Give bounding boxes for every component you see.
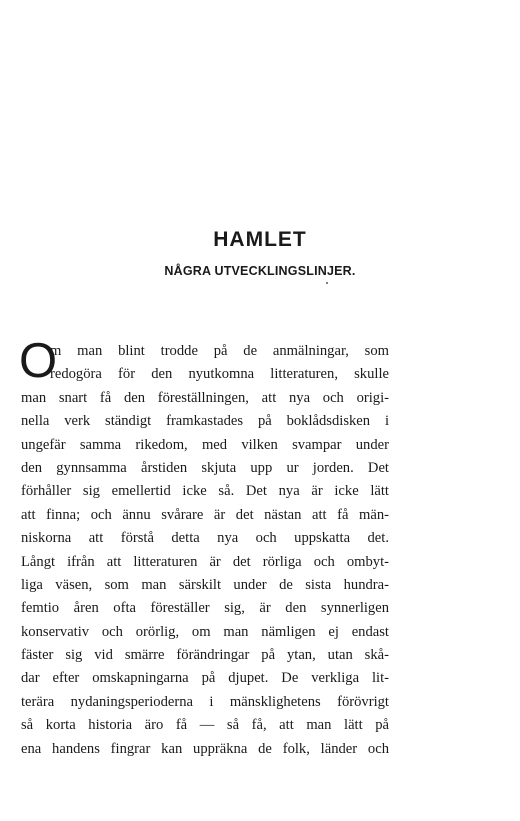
text-line: redogöra för den nyutkomna litteraturen, skulle xyxy=(50,366,389,383)
text-line: konservativ och orörlig, om man nämligen ej endast xyxy=(21,623,389,640)
text-line: femtio åren ofta föreställer sig, är den synnerligen xyxy=(21,600,389,617)
text-line: Långt ifrån att litteraturen är det rörliga och ombyt- xyxy=(21,553,389,570)
text-line: förhåller sig emellertid icke så. Det nya är icke lätt xyxy=(21,483,389,500)
text-line: att finna; och ännu svårare är det nästan att få män- xyxy=(21,506,389,523)
text-line: ungefär samma rikedom, med vilken svampar under xyxy=(21,436,389,453)
text-line: fäster sig vid smärre förändringar på ytan, utan skå- xyxy=(21,647,389,664)
body-paragraph xyxy=(19,334,389,761)
text-line: ena handens fingrar kan uppräkna de folk, länder och xyxy=(21,740,389,757)
text-line: m man blint trodde på de anmälningar, som xyxy=(50,343,389,359)
print-speck xyxy=(326,282,328,284)
text-line: niskorna att förstå detta nya och uppskatta det. xyxy=(21,530,389,547)
text-line: terära nydaningsperioderna i mänsklighetens förövrigt xyxy=(21,693,389,710)
page-subtitle: NÅGRA UTVECKLINGSLINJER. xyxy=(164,264,356,278)
text-line: den gynnsamma årstiden skjuta upp ur jorden. Det xyxy=(21,459,389,476)
page-title: HAMLET xyxy=(213,228,307,251)
text-line: dar efter omskapningarna på djupet. De verkliga lit- xyxy=(21,670,389,687)
text-line: man snart få den föreställningen, att nya och origi- xyxy=(21,389,389,406)
drop-cap: O xyxy=(19,334,58,388)
text-line: liga väsen, som man särskilt under de sista hundra- xyxy=(21,576,389,593)
text-line: nella verk ständigt framkastades på boklådsdisken i xyxy=(21,413,389,430)
text-line: så korta historia äro få — så få, att man lätt på xyxy=(21,717,389,734)
